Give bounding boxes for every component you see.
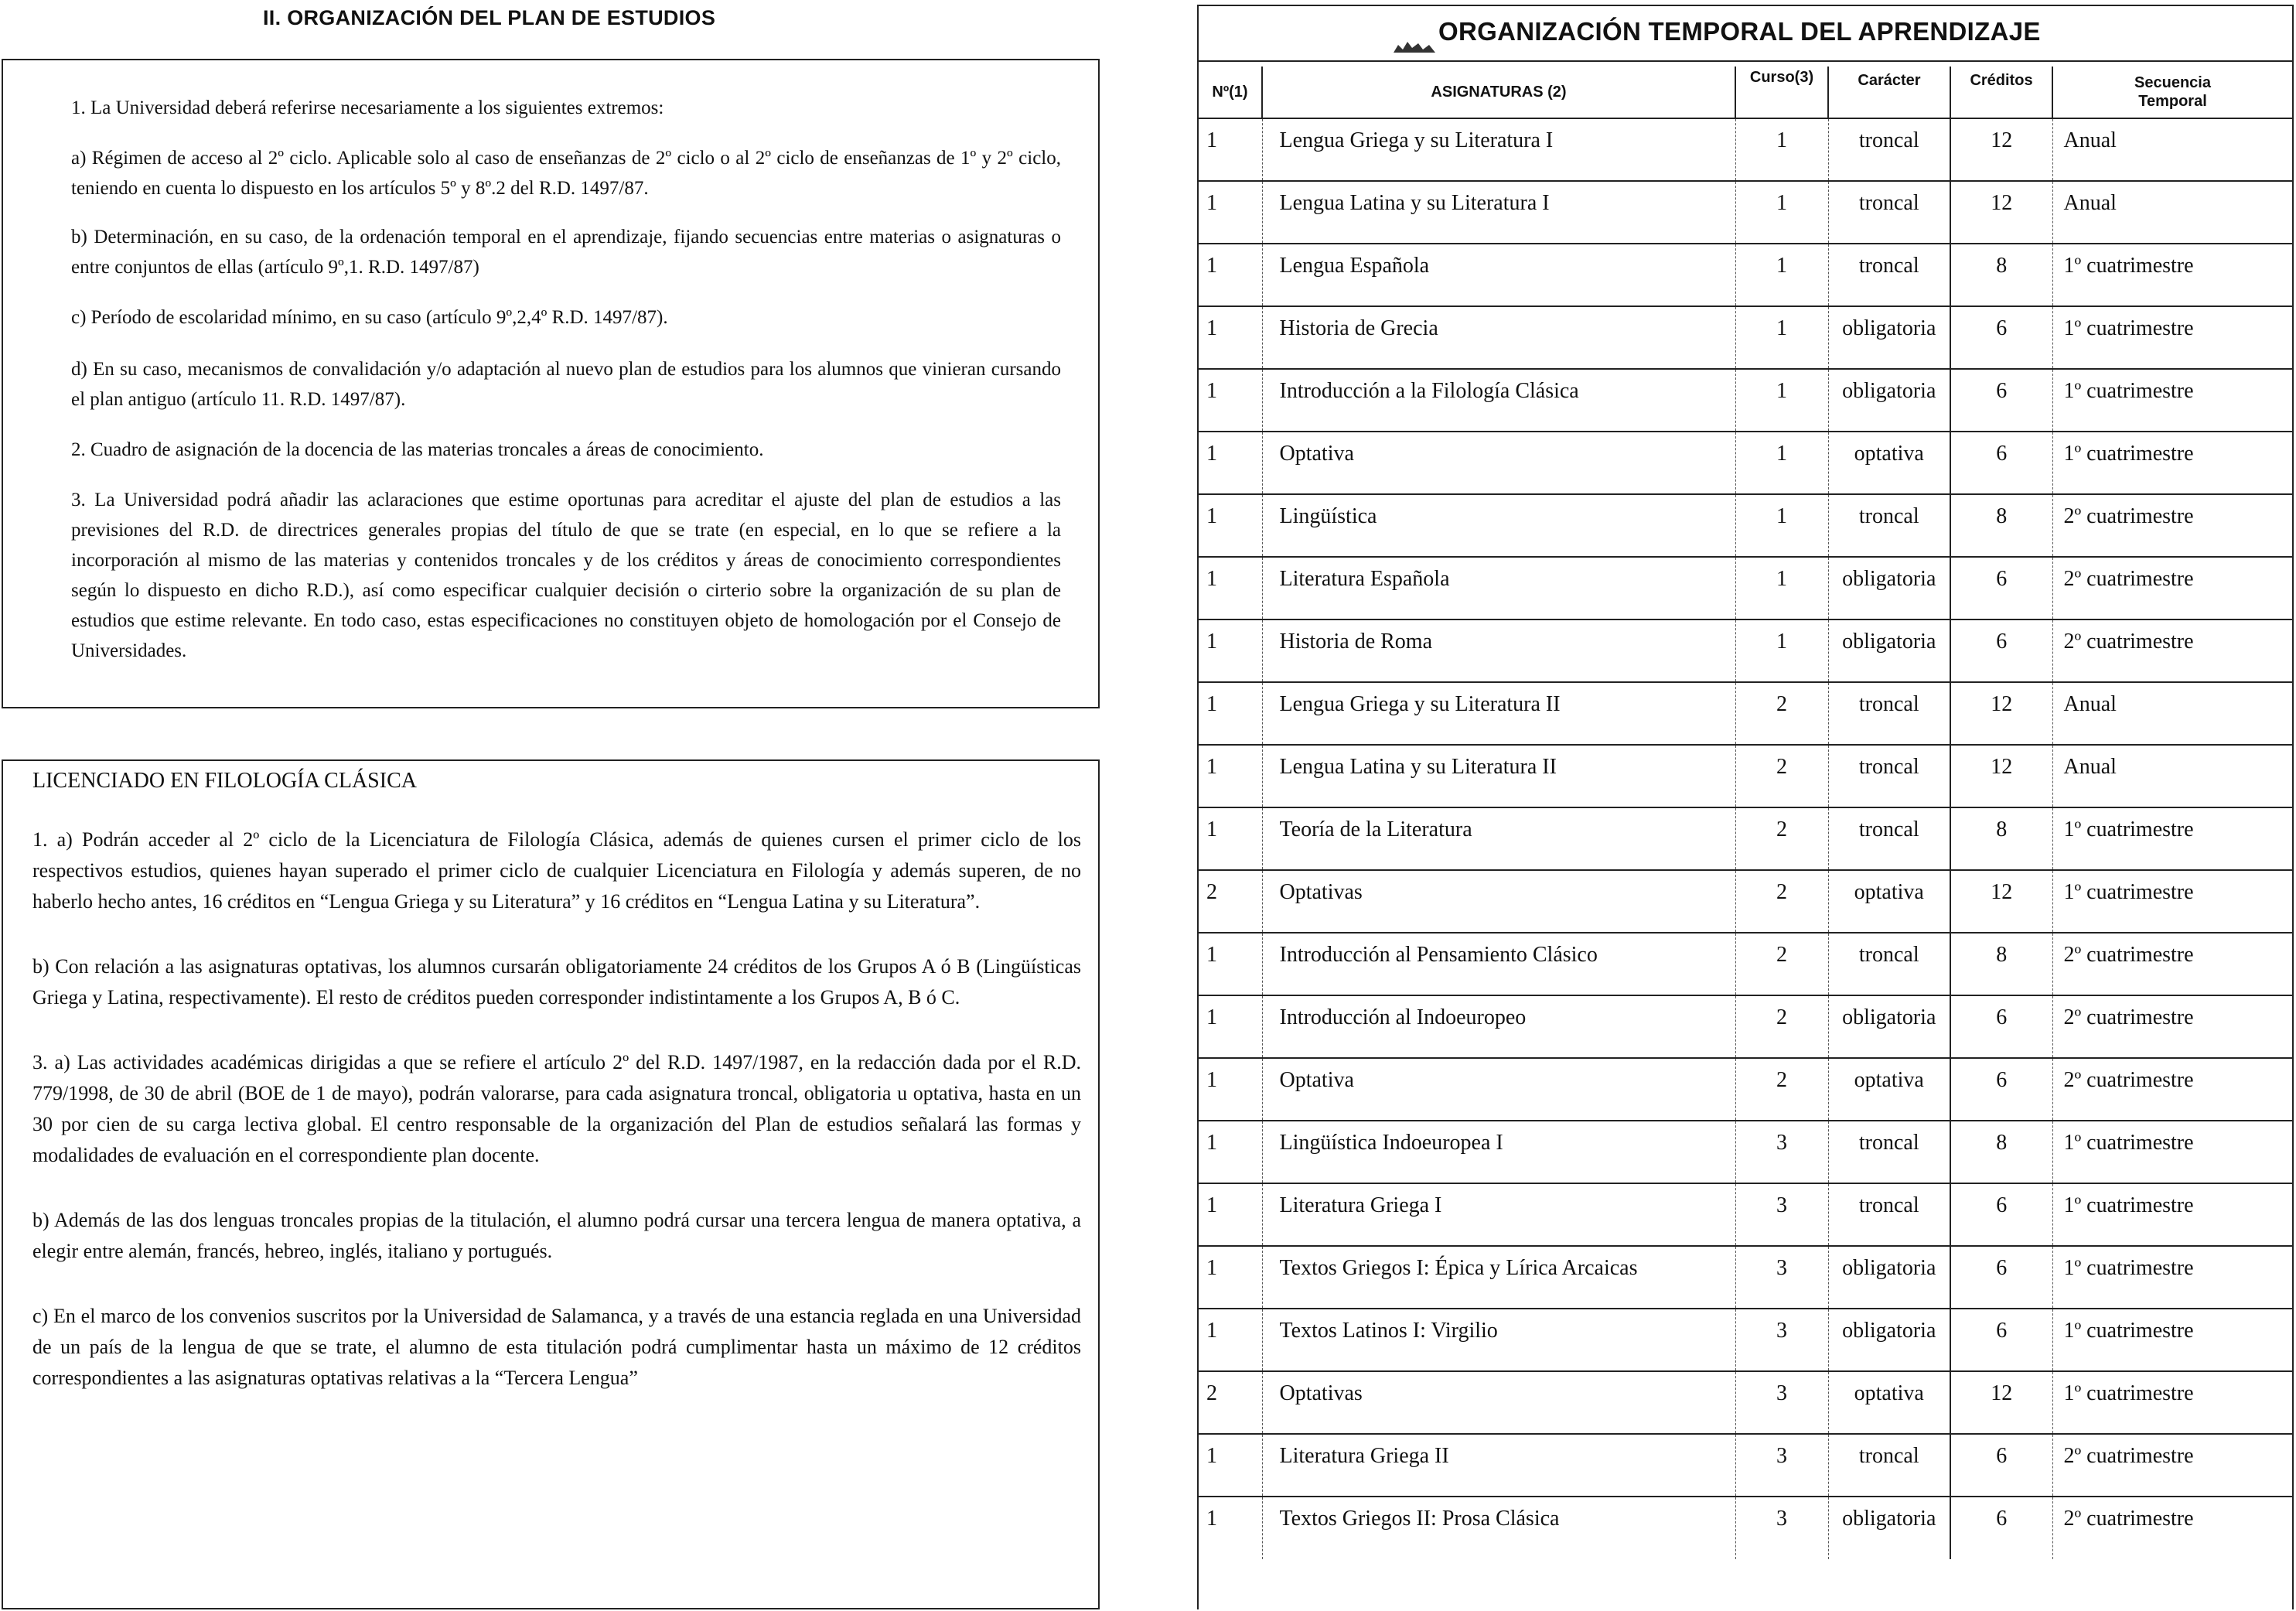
table-row [1199,807,2292,870]
schedule-table-container [1197,5,2294,1609]
row-asignatura: Optativa [1262,432,1735,494]
degree-heading: LICENCIADO EN FILOLOGÍA CLÁSICA [32,769,417,793]
row-number: 1 [1199,1121,1262,1183]
ink-blot-icon [1392,39,1437,56]
row-curso: 1 [1735,557,1828,619]
row-secuencia: 2º cuatrimestre [2052,1058,2292,1121]
row-secuencia: 2º cuatrimestre [2052,1434,2292,1497]
row-caracter: obligatoria [1828,557,1950,619]
row-number: 1 [1199,995,1262,1058]
instruction-a: a) Régimen de acceso al 2º ciclo. Aplicable solo al caso de enseñanzas de 2º ciclo o al 2º ciclo de enseñanzas de 1º y 2º ciclo, teniendo en cuenta lo dispuesto en los artículos 5º y 8º.2 del R.D. 1497/87. [71,148,1061,199]
table-row [1199,118,2292,181]
row-curso: 2 [1735,682,1828,745]
table-row [1199,306,2292,369]
row-secuencia: 2º cuatrimestre [2052,619,2292,682]
row-curso: 2 [1735,995,1828,1058]
table-row [1199,369,2292,432]
table-row [1199,244,2292,306]
row-number: 1 [1199,432,1262,494]
header-curso: Curso(3) [1735,67,1828,118]
row-asignatura: Textos Latinos I: Virgilio [1262,1309,1735,1371]
row-curso: 3 [1735,1121,1828,1183]
row-creditos: 12 [1950,181,2052,244]
row-number: 1 [1199,244,1262,306]
table-body [1199,118,2292,1559]
row-number: 1 [1199,1058,1262,1121]
row-caracter: troncal [1828,745,1950,807]
row-curso: 1 [1735,244,1828,306]
header-num: Nº(1) [1199,67,1262,118]
row-asignatura: Lengua Latina y su Literatura I [1262,181,1735,244]
row-caracter: optativa [1828,1371,1950,1434]
row-number: 1 [1199,494,1262,557]
row-caracter: troncal [1828,494,1950,557]
row-creditos: 6 [1950,557,2052,619]
row-secuencia: 1º cuatrimestre [2052,306,2292,369]
header-secuencia-line1: Secuencia [2134,74,2211,91]
row-number: 1 [1199,807,1262,870]
row-number: 1 [1199,1497,1262,1559]
row-asignatura: Literatura Española [1262,557,1735,619]
row-secuencia: 2º cuatrimestre [2052,1497,2292,1559]
table-title: ORGANIZACIÓN TEMPORAL DEL APRENDIZAJE [1438,17,2041,46]
row-asignatura: Lengua Latina y su Literatura II [1262,745,1735,807]
row-number: 1 [1199,1309,1262,1371]
row-caracter: troncal [1828,933,1950,995]
row-asignatura: Lengua Griega y su Literatura II [1262,682,1735,745]
degree-box [2,759,1100,1609]
table-row [1199,1497,2292,1559]
degree-para-3a: 3. a) Las actividades académicas dirigidas a que se refiere el artículo 2º del R.D. 1497/1987, en la redacción dada por el R.D. 779/1998, de 30 de abril (BOE de 1 de mayo), podrán valorarse, para cada asignatura troncal, obligatoria u optativa, hasta en un 30 por cien de su carga lectiva global. El centro responsable de la organización del Plan de estudios señalará las formas y modalidades de evaluación en el correspondiente plan docente. [32,1051,1081,1166]
table-row [1199,619,2292,682]
row-curso: 1 [1735,181,1828,244]
row-creditos: 6 [1950,1058,2052,1121]
row-asignatura: Teoría de la Literatura [1262,807,1735,870]
instruction-c: c) Período de escolaridad mínimo, en su caso (artículo 9º,2,4º R.D. 1497/87). [71,307,668,328]
table-row [1199,1246,2292,1309]
table-row [1199,1121,2292,1183]
row-secuencia: 1º cuatrimestre [2052,807,2292,870]
row-creditos: 12 [1950,118,2052,181]
row-creditos: 12 [1950,870,2052,933]
row-creditos: 8 [1950,244,2052,306]
degree-para-3b: b) Además de las dos lenguas troncales propias de la titulación, el alumno podrá cursar una tercera lengua de manera optativa, a elegir entre alemán, francés, hebreo, inglés, italiano y portugués. [32,1209,1081,1262]
row-caracter: obligatoria [1828,306,1950,369]
row-creditos: 6 [1950,432,2052,494]
header-creditos: Créditos [1950,67,2052,118]
row-caracter: optativa [1828,870,1950,933]
row-curso: 2 [1735,870,1828,933]
row-asignatura: Introducción a la Filología Clásica [1262,369,1735,432]
row-creditos: 6 [1950,995,2052,1058]
row-asignatura: Textos Griegos II: Prosa Clásica [1262,1497,1735,1559]
row-curso: 1 [1735,118,1828,181]
row-number: 1 [1199,306,1262,369]
table-row [1199,933,2292,995]
row-creditos: 6 [1950,1497,2052,1559]
row-creditos: 6 [1950,1246,2052,1309]
row-curso: 2 [1735,1058,1828,1121]
row-secuencia: 2º cuatrimestre [2052,557,2292,619]
row-creditos: 6 [1950,1183,2052,1246]
row-caracter: obligatoria [1828,369,1950,432]
row-caracter: troncal [1828,807,1950,870]
row-creditos: 6 [1950,306,2052,369]
table-row [1199,1434,2292,1497]
row-asignatura: Lingüística [1262,494,1735,557]
row-curso: 3 [1735,1371,1828,1434]
row-asignatura: Lingüística Indoeuropea I [1262,1121,1735,1183]
row-asignatura: Historia de Grecia [1262,306,1735,369]
row-secuencia: 2º cuatrimestre [2052,933,2292,995]
header-secuencia-line2: Temporal [2138,93,2207,110]
row-creditos: 8 [1950,494,2052,557]
row-curso: 3 [1735,1309,1828,1371]
row-curso: 1 [1735,494,1828,557]
table-row [1199,432,2292,494]
row-caracter: troncal [1828,1121,1950,1183]
row-curso: 2 [1735,933,1828,995]
row-number: 2 [1199,1371,1262,1434]
table-row [1199,1309,2292,1371]
row-asignatura: Historia de Roma [1262,619,1735,682]
row-number: 1 [1199,1183,1262,1246]
table-row [1199,181,2292,244]
row-secuencia: Anual [2052,682,2292,745]
instruction-3: 3. La Universidad podrá añadir las aclaraciones que estime oportunas para acreditar el ajuste del plan de estudios a las previsiones del R.D. de directrices generales propias del título de que se trate (en especial, en lo que se refiere a la incorporación al mismo de las materias y contenidos troncales y de los créditos y áreas de conocimiento correspondientes según lo dispuesto en dicho R.D.), así como especificar cualquier decisión o cirterio sobre la organización de su plan de estudios que estime relevante. En todo caso, estas especificaciones no constituyen objeto de homologación por el Consejo de Universidades. [71,490,1061,661]
row-secuencia: 1º cuatrimestre [2052,870,2292,933]
schedule-table [1199,67,2292,1559]
row-caracter: troncal [1828,1183,1950,1246]
degree-para-1b: b) Con relación a las asignaturas optativas, los alumnos cursarán obligatoriamente 24 créditos de los Grupos A ó B (Lingüísticas Griega y Latina, respectivamente). El resto de créditos pueden corresponder indistintamente a los Grupos A, B ó C. [32,955,1081,1009]
row-creditos: 6 [1950,1309,2052,1371]
row-curso: 1 [1735,619,1828,682]
section-title: II. ORGANIZACIÓN DEL PLAN DE ESTUDIOS [263,6,716,29]
table-title-bar [1199,6,2292,62]
row-secuencia: 2º cuatrimestre [2052,995,2292,1058]
table-row [1199,494,2292,557]
row-secuencia: 2º cuatrimestre [2052,494,2292,557]
header-asignaturas: ASIGNATURAS (2) [1262,67,1735,118]
row-caracter: troncal [1828,244,1950,306]
row-secuencia: 1º cuatrimestre [2052,432,2292,494]
table-row [1199,1183,2292,1246]
row-creditos: 8 [1950,933,2052,995]
table-row [1199,995,2292,1058]
row-asignatura: Introducción al Pensamiento Clásico [1262,933,1735,995]
row-asignatura: Optativa [1262,1058,1735,1121]
row-caracter: obligatoria [1828,995,1950,1058]
row-asignatura: Literatura Griega II [1262,1434,1735,1497]
instruction-b: b) Determinación, en su caso, de la ordenación temporal en el aprendizaje, fijando secuencias entre materias o asignaturas o entre conjuntos de ellas (artículo 9º,1. R.D. 1497/87) [71,227,1061,278]
instruction-2: 2. Cuadro de asignación de la docencia de las materias troncales a áreas de conocimiento. [71,439,764,460]
row-curso: 3 [1735,1183,1828,1246]
row-curso: 2 [1735,807,1828,870]
row-caracter: optativa [1828,432,1950,494]
row-secuencia: 1º cuatrimestre [2052,1121,2292,1183]
table-row [1199,682,2292,745]
table-row [1199,745,2292,807]
degree-para-1a: 1. a) Podrán acceder al 2º ciclo de la Licenciatura de Filología Clásica, además de quienes cursen el primer ciclo de los respectivos estudios, quienes hayan superado el primer ciclo de cualquier Licenciatura en Filología y además superen, de no haberlo hecho antes, 16 créditos en “Lengua Griega y su Literatura” y 16 créditos en “Lengua Latina y su Literatura”. [32,828,1081,913]
table-row [1199,557,2292,619]
row-secuencia: Anual [2052,118,2292,181]
row-secuencia: 1º cuatrimestre [2052,1246,2292,1309]
row-number: 2 [1199,870,1262,933]
row-caracter: obligatoria [1828,619,1950,682]
table-header-row [1199,67,2292,118]
row-secuencia: 1º cuatrimestre [2052,244,2292,306]
degree-para-3c: c) En el marco de los convenios suscritos por la Universidad de Salamanca, y a través de una estancia reglada en una Universidad de un país de la lengua de que se trate, el alumno de esta titulación podrá cumplimentar hasta un máximo de 12 créditos correspondientes a las asignaturas optativas relativas a la “Tercera Lengua” [32,1305,1081,1389]
row-creditos: 12 [1950,745,2052,807]
instruction-intro: 1. La Universidad deberá referirse necesariamente a los siguientes extremos: [71,97,664,118]
row-asignatura: Introducción al Indoeuropeo [1262,995,1735,1058]
row-secuencia: Anual [2052,181,2292,244]
row-caracter: obligatoria [1828,1497,1950,1559]
row-caracter: obligatoria [1828,1246,1950,1309]
row-creditos: 8 [1950,1121,2052,1183]
header-secuencia [2052,67,2292,118]
row-asignatura: Lengua Griega y su Literatura I [1262,118,1735,181]
row-secuencia: 1º cuatrimestre [2052,1371,2292,1434]
row-curso: 3 [1735,1246,1828,1309]
row-number: 1 [1199,118,1262,181]
row-secuencia: 1º cuatrimestre [2052,1309,2292,1371]
row-number: 1 [1199,1434,1262,1497]
header-caracter: Carácter [1828,67,1950,118]
row-caracter: optativa [1828,1058,1950,1121]
row-number: 1 [1199,682,1262,745]
row-caracter: troncal [1828,682,1950,745]
row-creditos: 6 [1950,1434,2052,1497]
row-number: 1 [1199,557,1262,619]
row-number: 1 [1199,745,1262,807]
row-caracter: troncal [1828,118,1950,181]
row-creditos: 12 [1950,682,2052,745]
row-curso: 1 [1735,369,1828,432]
row-asignatura: Optativas [1262,1371,1735,1434]
row-asignatura: Lengua Española [1262,244,1735,306]
row-creditos: 8 [1950,807,2052,870]
row-asignatura: Optativas [1262,870,1735,933]
row-secuencia: 1º cuatrimestre [2052,1183,2292,1246]
table-row [1199,1371,2292,1434]
row-caracter: troncal [1828,181,1950,244]
row-curso: 1 [1735,432,1828,494]
row-creditos: 6 [1950,369,2052,432]
row-number: 1 [1199,619,1262,682]
row-curso: 3 [1735,1434,1828,1497]
row-creditos: 12 [1950,1371,2052,1434]
row-asignatura: Literatura Griega I [1262,1183,1735,1246]
row-secuencia: Anual [2052,745,2292,807]
table-row [1199,1058,2292,1121]
row-asignatura: Textos Griegos I: Épica y Lírica Arcaicas [1262,1246,1735,1309]
row-curso: 1 [1735,306,1828,369]
row-number: 1 [1199,933,1262,995]
row-number: 1 [1199,369,1262,432]
instruction-d: d) En su caso, mecanismos de convalidación y/o adaptación al nuevo plan de estudios para los alumnos que vinieran cursando el plan antiguo (artículo 11. R.D. 1497/87). [71,359,1061,410]
row-secuencia: 1º cuatrimestre [2052,369,2292,432]
instructions-box [2,59,1100,708]
row-number: 1 [1199,1246,1262,1309]
row-number: 1 [1199,181,1262,244]
row-caracter: obligatoria [1828,1309,1950,1371]
row-caracter: troncal [1828,1434,1950,1497]
table-row [1199,870,2292,933]
row-creditos: 6 [1950,619,2052,682]
row-curso: 2 [1735,745,1828,807]
row-curso: 3 [1735,1497,1828,1559]
